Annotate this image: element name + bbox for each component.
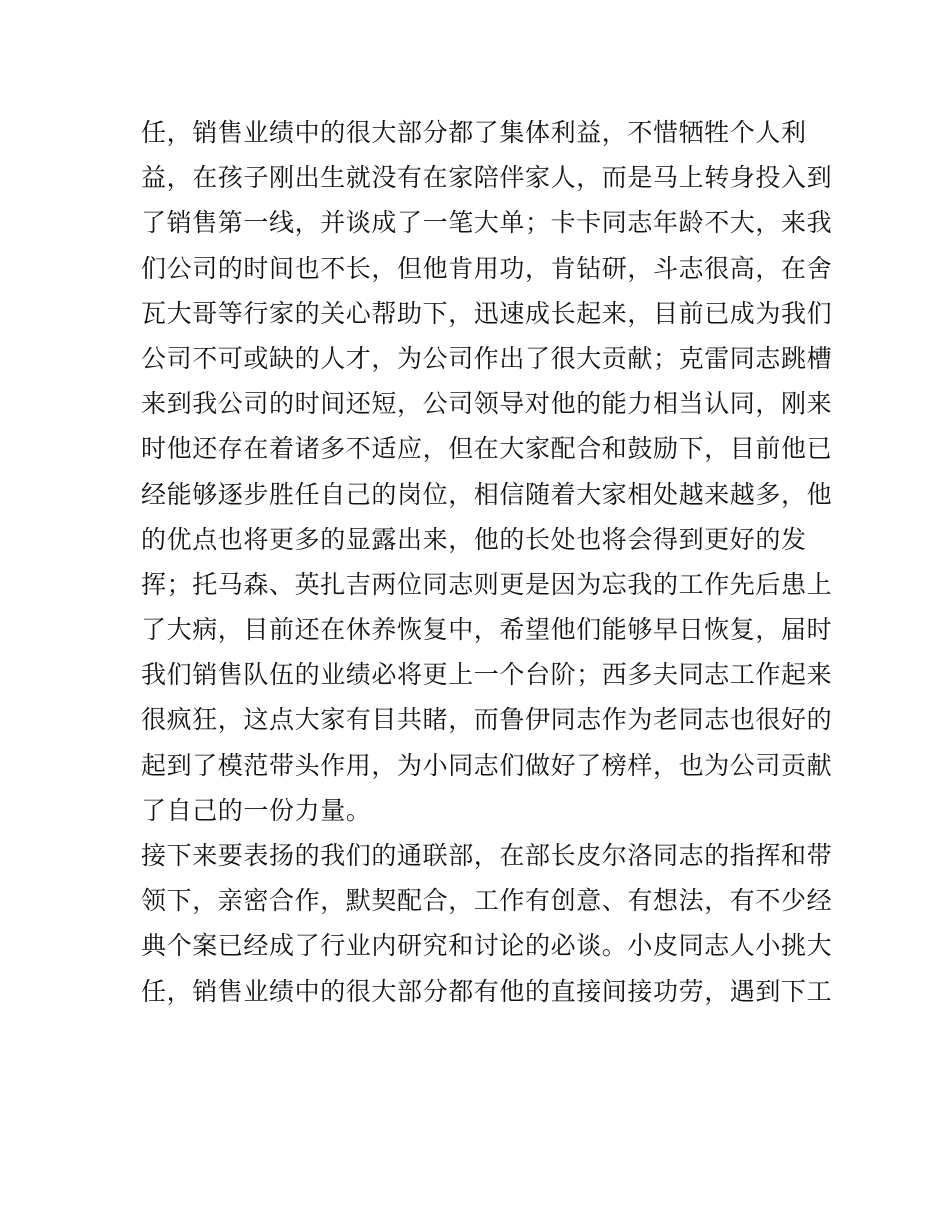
text-line: 领下，亲密合作，默契配合，工作有创意、有想法，有不少经 — [141, 886, 833, 916]
text-line: 挥；托马森、英扎吉两位同志则更是因为忘我的工作先后患上 — [141, 569, 833, 599]
text-line: 来到我公司的时间还短，公司领导对他的能力相当认同，刚来 — [141, 389, 833, 419]
text-line: 起到了模范带头作用，为小同志们做好了榜样，也为公司贡献 — [141, 750, 833, 780]
text-line: 们公司的时间也不长，但他肯用功，肯钻研，斗志很高，在舍 — [141, 253, 833, 283]
body-text — [141, 110, 833, 1014]
text-line: 接下来要表扬的我们的通联部，在部长皮尔洛同志的指挥和带 — [141, 841, 833, 870]
text-line: 了销售第一线，并谈成了一笔大单；卡卡同志年龄不大，来我 — [141, 208, 833, 238]
text-line: 经能够逐步胜任自己的岗位，相信随着大家相处越来越多，他 — [141, 479, 833, 509]
text-line: 瓦大哥等行家的关心帮助下，迅速成长起来，目前已成为我们 — [141, 298, 833, 328]
text-line: 任，销售业绩中的很大部分都了集体利益，不惜牺牲个人利 — [141, 118, 807, 147]
text-line: 时他还存在着诸多不适应，但在大家配合和鼓励下，目前他已 — [141, 434, 833, 464]
text-line: 任，销售业绩中的很大部分都有他的直接间接功劳，遇到下工 — [141, 976, 833, 1006]
text-line: 益，在孩子刚出生就没有在家陪伴家人，而是马上转身投入到 — [141, 163, 833, 193]
text-line: 公司不可或缺的人才，为公司作出了很大贡献；克雷同志跳槽 — [141, 343, 833, 373]
text-line: 了大病，目前还在休养恢复中，希望他们能够早日恢复，届时 — [141, 615, 833, 645]
text-line: 很疯狂，这点大家有目共睹，而鲁伊同志作为老同志也很好的 — [141, 705, 833, 735]
text-line: 我们销售队伍的业绩必将更上一个台阶；西多夫同志工作起来 — [141, 660, 833, 690]
text-line: 了自己的一份力量。 — [141, 795, 372, 825]
text-line: 的优点也将更多的显露出来，他的长处也将会得到更好的发 — [141, 524, 807, 554]
text-line: 典个案已经成了行业内研究和讨论的必谈。小皮同志人小挑大 — [141, 931, 833, 961]
